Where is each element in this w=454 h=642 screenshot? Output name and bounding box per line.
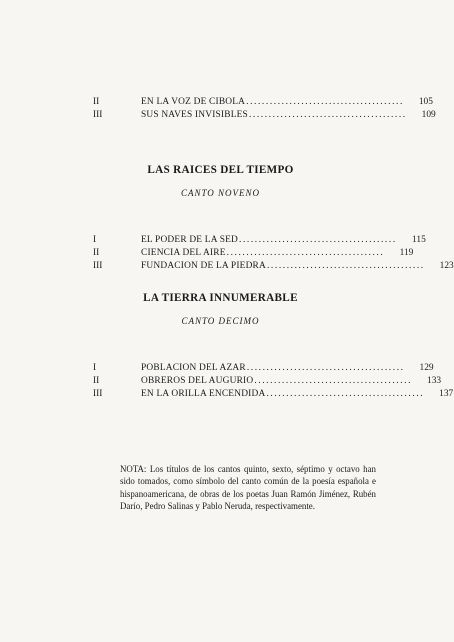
entry-page: 129 (419, 363, 434, 373)
dot-leader: ........................................ (266, 261, 425, 271)
toc-entry (93, 96, 433, 109)
toc-entry (93, 362, 434, 375)
dot-leader: ........................................ (246, 97, 404, 107)
entry-page: 137 (439, 389, 454, 399)
dot-leader: ........................................ (254, 376, 413, 386)
entry-page: 105 (418, 97, 433, 107)
entry-page: 115 (412, 235, 426, 245)
entry-number: II (93, 97, 100, 107)
entry-number: I (93, 363, 97, 373)
entry-page: 109 (421, 110, 436, 120)
entry-title: CIENCIA DEL AIRE (141, 248, 226, 258)
entry-number: I (93, 235, 97, 245)
entry-number: III (93, 389, 103, 399)
entry-title: FUNDACION DE LA PIEDRA (141, 261, 266, 271)
section-subtitle: CANTO NOVENO (180, 188, 261, 198)
toc-entry (93, 388, 454, 401)
section-heading: LA TIERRA INNUMERABLE (143, 292, 298, 304)
entry-number: III (93, 110, 103, 120)
entry-number: II (93, 248, 100, 258)
dot-leader: ........................................ (248, 110, 407, 120)
toc-entry (93, 260, 454, 273)
entry-title: EN LA ORILLA ENCENDIDA (141, 389, 266, 399)
entry-page: 133 (427, 376, 442, 386)
dot-leader: ........................................ (239, 235, 397, 245)
entry-number: II (93, 376, 100, 386)
entry-page: 123 (439, 261, 454, 271)
entry-title: POBLACION DEL AZAR (141, 363, 246, 373)
entry-title: EN LA VOZ DE CIBOLA (141, 97, 246, 107)
entry-number: III (93, 261, 103, 271)
toc-entry (93, 375, 442, 388)
section-heading: LAS RAICES DEL TIEMPO (147, 164, 294, 176)
toc-section-b (93, 234, 454, 273)
toc-entry (93, 109, 436, 122)
toc-entry (93, 247, 414, 260)
dot-leader: ........................................ (246, 363, 405, 373)
entry-title: EL PODER DE LA SED (141, 235, 239, 245)
entry-page: 119 (399, 248, 414, 258)
dot-leader: ........................................ (226, 248, 385, 258)
section-subtitle: CANTO DECIMO (181, 316, 260, 326)
footnote: NOTA: Los títulos de los cantos quinto, sexto, séptimo y octavo han sido tomados, como símbolo del canto común de la poesía española e hispanoamericana, de obras de los poetas Juan Ramón Jiménez, Rubén Darío, Pedro Salinas y Pablo Neruda, respectivamente. (120, 464, 376, 512)
entry-title: SUS NAVES INVISIBLES (141, 110, 248, 120)
toc-section-a (93, 96, 436, 122)
entry-title: OBREROS DEL AUGURIO (141, 376, 254, 386)
dot-leader: ........................................ (266, 389, 425, 399)
toc-entry (93, 234, 426, 247)
toc-section-c (93, 362, 454, 401)
